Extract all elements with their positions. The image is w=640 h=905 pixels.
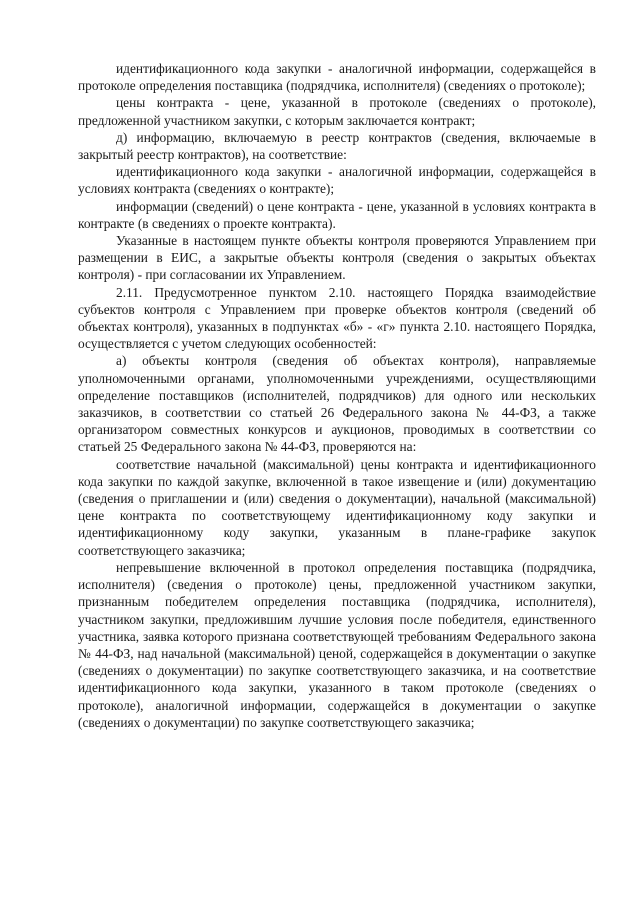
paragraph-contract-price-info: информации (сведений) о цене контракта - цене, указанной в условиях контракта в контракте (в сведениях о проекте контракта). <box>78 198 596 231</box>
document-body <box>78 60 596 731</box>
paragraph-control-objects-checked: Указанные в настоящем пункте объекты контроля проверяются Управлением при размещении в ЕИС, а закрытые объекты контроля (сведения о закрытых объектах контроля) - при согласовании их Управлением. <box>78 233 596 283</box>
paragraph-procurement-code-protocol: идентификационного кода закупки - аналогичной информации, содержащейся в протоколе определения поставщика (подрядчика, исполнителя) (сведениях о протоколе); <box>78 61 596 94</box>
paragraph-contract-price-protocol: цены контракта - цене, указанной в протоколе (сведениях о протоколе), предложенной участником закупки, с которым заключается контракт; <box>78 95 596 128</box>
paragraph-item-d-contract-registry: д) информацию, включаемую в реестр контрактов (сведения, включаемые в закрытый реестр контрактов), на соответствие: <box>78 129 596 163</box>
paragraph-procurement-code-contract: идентификационного кода закупки - аналогичной информации, содержащейся в условиях контракта (сведениях о контракте); <box>78 164 596 197</box>
paragraph-initial-price-compliance: соответствие начальной (максимальной) цены контракта и идентификационного кода закупки по каждой закупке, включенной в такое извещение и (или) документацию (сведения о приглашении и (или) сведения о документации), начальной (максимальной) цене контракта по соответствующему идентификационному коду закупки и идентификационному коду закупки, указанным в плане-графике закупок соответствующего заказчика; <box>78 456 596 558</box>
paragraph-section-2-11: 2.11. Предусмотренное пунктом 2.10. настоящего Порядка взаимодействие субъектов контроля с Управлением при проверке объектов контроля (сведений об объектах контроля), указанных в подпунктах «б» - «г» пункта 2.10. настоящего Порядка, осуществляется с учетом следующих особенностей: <box>78 284 596 352</box>
paragraph-item-a-control-objects: а) объекты контроля (сведения об объектах контроля), направляемые уполномоченными органами, уполномоченными учреждениями, осуществляющими определение поставщиков (исполнителей, подрядчиков) для одного или нескольких заказчиков, в соответствии со статьей 26 Федерального закона № 44-ФЗ, а также организатором совместных конкурсов и аукционов, проводимых в соответствии со статьей 25 Федерального закона № 44-ФЗ, проверяются на: <box>78 353 596 455</box>
paragraph-price-non-exceedance: непревышение включенной в протокол определения поставщика (подрядчика, исполнителя) (сведения о протоколе) цены, предложенной участником закупки, признанным победителем определения поставщика (подрядчика, исполнителя), участником закупки, предложившим лучшие условия после победителя, единственного участника, заявка которого признана соответствующей требованиям Федерального закона № 44-ФЗ, над начальной (максимальной) ценой, содержащейся в документации о закупке (сведениях о документации) по закупке соответствующего заказчика, и на соответствие идентификационного кода закупки, указанного в таком протоколе (сведениях о протоколе), аналогичной информации, содержащейся в документации о закупке (сведениях о документации) по закупке соответствующего заказчика; <box>78 559 596 730</box>
